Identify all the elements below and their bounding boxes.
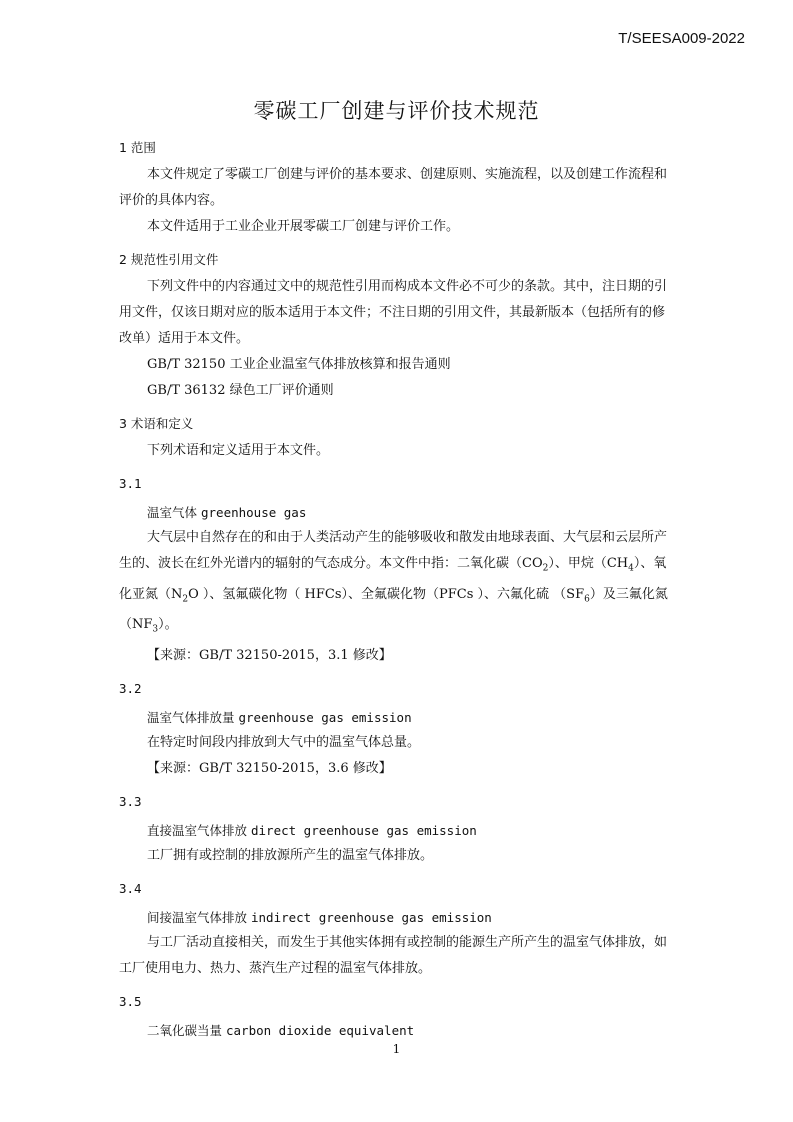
term-en: greenhouse gas <box>201 505 307 520</box>
term-number: 3.5 <box>119 993 142 1009</box>
term-en: greenhouse gas emission <box>238 709 412 725</box>
term-title <box>147 1021 675 1039</box>
page-number: 1 <box>392 1042 401 1056</box>
term-zh: 温室气体 <box>147 505 198 520</box>
term-zh: 直接温室气体排放 <box>147 822 248 838</box>
term-zh: 温室气体排放量 <box>147 709 235 725</box>
source-note: 【来源：GB/T 32150-2015，3.6 修改】 <box>147 760 392 776</box>
section-heading-terms: 3 术语和定义 <box>119 416 194 431</box>
term-en: indirect greenhouse gas emission <box>251 909 492 925</box>
section-heading-references: 2 规范性引用文件 <box>119 252 219 267</box>
paragraph: 下列术语和定义适用于本文件。 <box>147 443 330 458</box>
document-body <box>119 132 675 1039</box>
term-zh: 二氧化碳当量 <box>147 1022 223 1038</box>
standard-code: T/SEESA009-2022 <box>618 30 745 47</box>
reference-item: GB/T 32150 工业企业温室气体排放核算和报告通则 <box>147 357 451 372</box>
paragraph: 下列文件中的内容通过文中的规范性引用而构成本文件必不可少的条款。其中，注日期的引用文件，仅该日期对应的版本适用于本文件；不注日期的引用文件，其最新版本（包括所有的修改单）适用于本文件。 <box>119 279 668 346</box>
term-number: 3.2 <box>119 680 142 696</box>
term-title <box>147 908 675 926</box>
term-number: 3.3 <box>119 793 142 809</box>
definition: 工厂拥有或控制的排放源所产生的温室气体排放。 <box>147 847 434 863</box>
term-number: 3.4 <box>119 880 142 896</box>
term-zh: 间接温室气体排放 <box>147 909 248 925</box>
source-note: 【来源：GB/T 32150-2015，3.1 修改】 <box>147 647 392 663</box>
definition: 在特定时间段内排放到大气中的温室气体总量。 <box>147 734 421 750</box>
term-en: direct greenhouse gas emission <box>251 822 477 838</box>
term-title <box>147 821 675 839</box>
paragraph: 本文件规定了零碳工厂创建与评价的基本要求、创建原则、实施流程，以及创建工作流程和评价的具体内容。 <box>119 167 668 208</box>
paragraph: 本文件适用于工业企业开展零碳工厂创建与评价工作。 <box>147 219 460 234</box>
document-title: 零碳工厂创建与评价技术规范 <box>253 99 540 123</box>
definition: 与工厂活动直接相关，而发生于其他实体拥有或控制的能源生产所产生的温室气体排放，如工厂使用电力、热力、蒸汽生产过程的温室气体排放。 <box>119 934 668 976</box>
term-title <box>147 708 675 726</box>
definition: 大气层中自然存在的和由于人类活动产生的能够吸收和散发由地球表面、大气层和云层所产生的、波长在红外光谱内的辐射的气态成分。本文件中指：二氧化碳$(CO_2)$、甲烷$(CH_4)$、氧化亚氮（$N_2O$ ）、氢氟碳化物（ HFCs）、全氟碳化物（PFCs ）、六氟化硫 $(SF_6)$及三氟化氮$(NF_3)$。 <box>119 530 668 635</box>
term-number: 3.1 <box>119 476 142 491</box>
term-title <box>147 503 675 521</box>
term-en: carbon dioxide equivalent <box>226 1022 415 1038</box>
section-heading-scope: 1 范围 <box>119 140 156 155</box>
reference-item: GB/T 36132 绿色工厂评价通则 <box>147 383 334 398</box>
